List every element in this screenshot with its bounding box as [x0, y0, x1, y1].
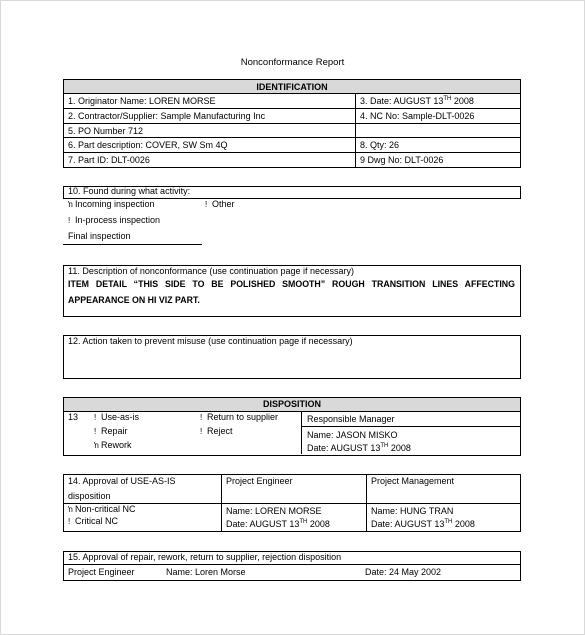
checked-checkbox-icon: ŉ — [68, 200, 73, 209]
contractor-supplier: 2. Contractor/Supplier: Sample Manufacturing Inc — [64, 109, 356, 124]
reject-option[interactable]: ǃ Reject — [200, 426, 233, 436]
unchecked-checkbox-icon: ǃ — [94, 413, 97, 422]
disposition-header: DISPOSITION — [64, 398, 520, 412]
unchecked-checkbox-icon: ǃ — [200, 413, 203, 422]
part-id: 7. Part ID: DLT-0026 — [64, 153, 356, 168]
po-number: 5. PO Number 712 — [64, 124, 356, 138]
responsible-manager-divider — [301, 411, 302, 454]
final-inspection-option[interactable]: Final inspection — [68, 231, 131, 241]
identification-table — [63, 79, 521, 168]
approval-label-cell — [64, 475, 222, 504]
quantity: 8. Qty: 26 — [356, 138, 521, 153]
nc-number: 4. NC No: Sample-DLT-0026 — [356, 109, 521, 124]
criticality-cell — [64, 504, 222, 532]
originator-name: 1. Originator Name: LOREN MORSE — [64, 94, 356, 109]
rework-option[interactable]: ŉ Rework — [94, 440, 132, 450]
found-activity-label: 10. Found during what activity: — [68, 186, 191, 196]
project-management-date: Date: AUGUST 13TH 2008 — [371, 519, 475, 529]
non-critical-option[interactable]: ŉ Non-critical NC — [68, 504, 136, 514]
project-engineer-cell — [222, 504, 367, 532]
responsible-manager-label: Responsible Manager — [307, 414, 395, 424]
drawing-number: 9 Dwg No: DLT-0026 — [356, 153, 521, 168]
part-description: 6. Part description: COVER, SW Sm 4Q — [64, 138, 356, 153]
disposition-number: 13 — [68, 412, 79, 422]
final-inspection-underline — [63, 244, 202, 245]
project-engineer-label: Project Engineer — [222, 475, 367, 504]
approval-label-line2: disposition — [68, 491, 111, 501]
document-title: Nonconformance Report — [240, 57, 345, 68]
empty-cell — [356, 124, 521, 138]
unchecked-checkbox-icon: ǃ — [200, 427, 203, 436]
checked-checkbox-icon: ŉ — [68, 505, 73, 514]
repair-engineer-name: Name: Loren Morse — [166, 567, 246, 577]
critical-option[interactable]: ǃ Critical NC — [68, 516, 119, 526]
project-management-label: Project Management — [367, 475, 521, 504]
unchecked-checkbox-icon: ǃ — [94, 427, 97, 436]
use-as-is-option[interactable]: ǃ Use-as-is — [94, 412, 140, 422]
checked-checkbox-icon: ŉ — [94, 441, 99, 450]
action-label: 12. Action taken to prevent misuse (use continuation page if necessary) — [68, 336, 353, 346]
responsible-manager-name: Name: JASON MISKO — [307, 430, 398, 440]
other-option[interactable]: ǃ Other — [205, 199, 235, 209]
unchecked-checkbox-icon: ǃ — [205, 200, 208, 209]
project-engineer-date: Date: AUGUST 13TH 2008 — [226, 519, 330, 529]
report-date: 3. Date: AUGUST 13TH 2008 — [356, 94, 521, 109]
unchecked-checkbox-icon: ǃ — [68, 216, 71, 225]
unchecked-checkbox-icon: ǃ — [68, 517, 71, 526]
repair-approval-date: Date: 24 May 2002 — [365, 567, 442, 577]
repair-option[interactable]: ǃ Repair — [94, 426, 128, 436]
incoming-inspection-option[interactable]: ŉ Incoming inspection — [68, 199, 155, 209]
approval-table — [63, 474, 521, 532]
inprocess-inspection-option[interactable]: ǃ In-process inspection — [68, 215, 161, 225]
repair-approval-label: 15. Approval of repair, rework, return to supplier, rejection disposition — [68, 552, 342, 562]
identification-header: IDENTIFICATION — [64, 80, 521, 94]
project-management-cell — [367, 504, 521, 532]
responsible-manager-date: Date: AUGUST 13TH 2008 — [307, 443, 411, 453]
repair-project-engineer: Project Engineer — [68, 567, 135, 577]
description-text-line2: APPEARANCE ON HI VIZ PART. — [68, 295, 200, 305]
return-to-supplier-option[interactable]: ǃ Return to supplier — [200, 412, 279, 422]
repair-approval-divider — [63, 564, 520, 565]
responsible-manager-underline — [301, 426, 520, 427]
project-engineer-name: Name: LOREN MORSE — [226, 506, 322, 516]
approval-label-line1: 14. Approval of USE-AS-IS — [68, 476, 176, 486]
description-text-line1: ITEM DETAIL “THIS SIDE TO BE POLISHED SMOOTH” ROUGH TRANSITION LINES AFFECTING — [68, 279, 515, 289]
project-management-name: Name: HUNG TRAN — [371, 506, 454, 516]
description-label: 11. Description of nonconformance (use continuation page if necessary) — [68, 266, 354, 276]
